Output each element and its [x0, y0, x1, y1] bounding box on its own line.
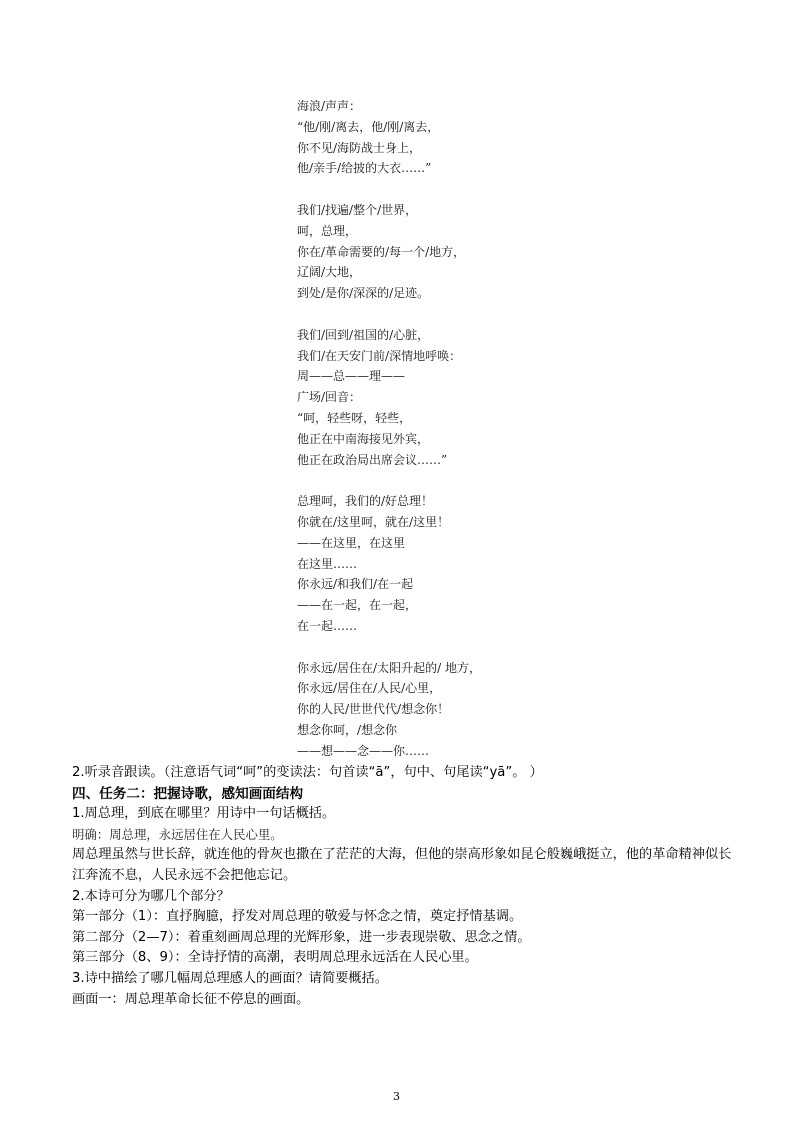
question-2: 2.本诗可分为哪几个部分？	[72, 888, 230, 904]
poem-line: 到处/是你/深深的/足迹。	[297, 286, 430, 301]
poem-line: 辽阔/大地，	[297, 265, 362, 280]
scene-1: 画面一：周总理革命长征不停息的画面。	[72, 991, 310, 1007]
stanza-gap	[297, 179, 557, 200]
poem-line: 你永远/和我们/在一起	[297, 577, 414, 592]
poem-line: ——在这里，在这里	[297, 535, 406, 550]
poem-line: 他/亲手/给披的大衣……”	[297, 161, 432, 176]
stanza-gap	[297, 637, 557, 658]
stanza-gap	[297, 470, 557, 491]
poem-line: 他正在政治局出席会议……”	[297, 452, 448, 467]
stanza-gap	[297, 304, 557, 325]
page-number: 3	[393, 1090, 400, 1103]
poem-line: 你永远/居住在/人民/心里，	[297, 681, 442, 696]
poem-line: “他/刚/离去，他/刚/离去，	[297, 119, 440, 134]
poem-line: 周——总——理——	[297, 369, 406, 384]
poem-line: 你的人民/世世代代/想念你！	[297, 702, 450, 717]
listen-instruction: 2.听录音跟读。（注意语气词“呵”的变读法：句首读“ā”，句中、句尾读“yā”。 ）	[72, 765, 543, 780]
question-3: 3.诗中描绘了哪几幅周总理感人的画面？请简要概括。	[72, 970, 388, 986]
poem-line: 想念你呵，/想念你	[297, 722, 398, 737]
poem-line: ——想——念——你……	[297, 743, 430, 758]
section-heading: 四、任务二：把握诗歌，感知画面结构	[72, 785, 304, 802]
explanation-paragraph: 周总理虽然与世长辞，就连他的骨灰也撒在了茫茫的大海，但他的崇高形象如昆仑般巍峨挺立，他的革命精神似长江奔流不息，人民永远不会把他忘记。	[72, 847, 732, 883]
poem-line: 你就在/这里呵，就在/这里！	[297, 514, 450, 529]
part-3: 第三部分（8、9）：全诗抒情的高潮，表明周总理永远活在人民心里。	[72, 950, 478, 966]
poem-line: 我们/在天安门前/深情地呼唤：	[297, 348, 462, 363]
poem-line: 海浪/声声：	[297, 99, 362, 113]
poem-line: 你在/革命需要的/每一个/地方，	[297, 244, 466, 259]
poem-line: 你不见/海防战士身上，	[297, 140, 422, 155]
poem-excerpt	[297, 96, 557, 762]
question-1: 1.周总理，到底在哪里？用诗中一句话概括。	[72, 806, 336, 822]
lesson-body	[72, 763, 732, 1010]
poem-line: 广场/回音：	[297, 390, 362, 405]
poem-line: “呵，轻些呀，轻些，	[297, 410, 412, 425]
answer-1: 明确：周总理，永远居住在人民心里。	[72, 826, 283, 842]
poem-line: 我们/回到/祖国的/心脏，	[297, 327, 430, 342]
poem-line: 在一起……	[297, 618, 358, 633]
poem-line: 总理呵，我们的/好总理！	[297, 494, 434, 509]
poem-line: 我们/找遍/整个/世界，	[297, 202, 418, 217]
poem-line: 在这里……	[297, 556, 358, 571]
poem-line: 他正在中南海接见外宾，	[297, 431, 430, 446]
part-2: 第二部分（2—7）：着重刻画周总理的光辉形象，进一步表现崇敬、思念之情。	[72, 929, 531, 945]
poem-line: 呵，总理，	[297, 223, 358, 238]
poem-line: 你永远/居住在/太阳升起的/ 地方，	[297, 660, 481, 675]
part-1: 第一部分（1）：直抒胸臆，抒发对周总理的敬爱与怀念之情，奠定抒情基调。	[72, 909, 523, 925]
poem-line: ——在一起，在一起，	[297, 598, 418, 613]
